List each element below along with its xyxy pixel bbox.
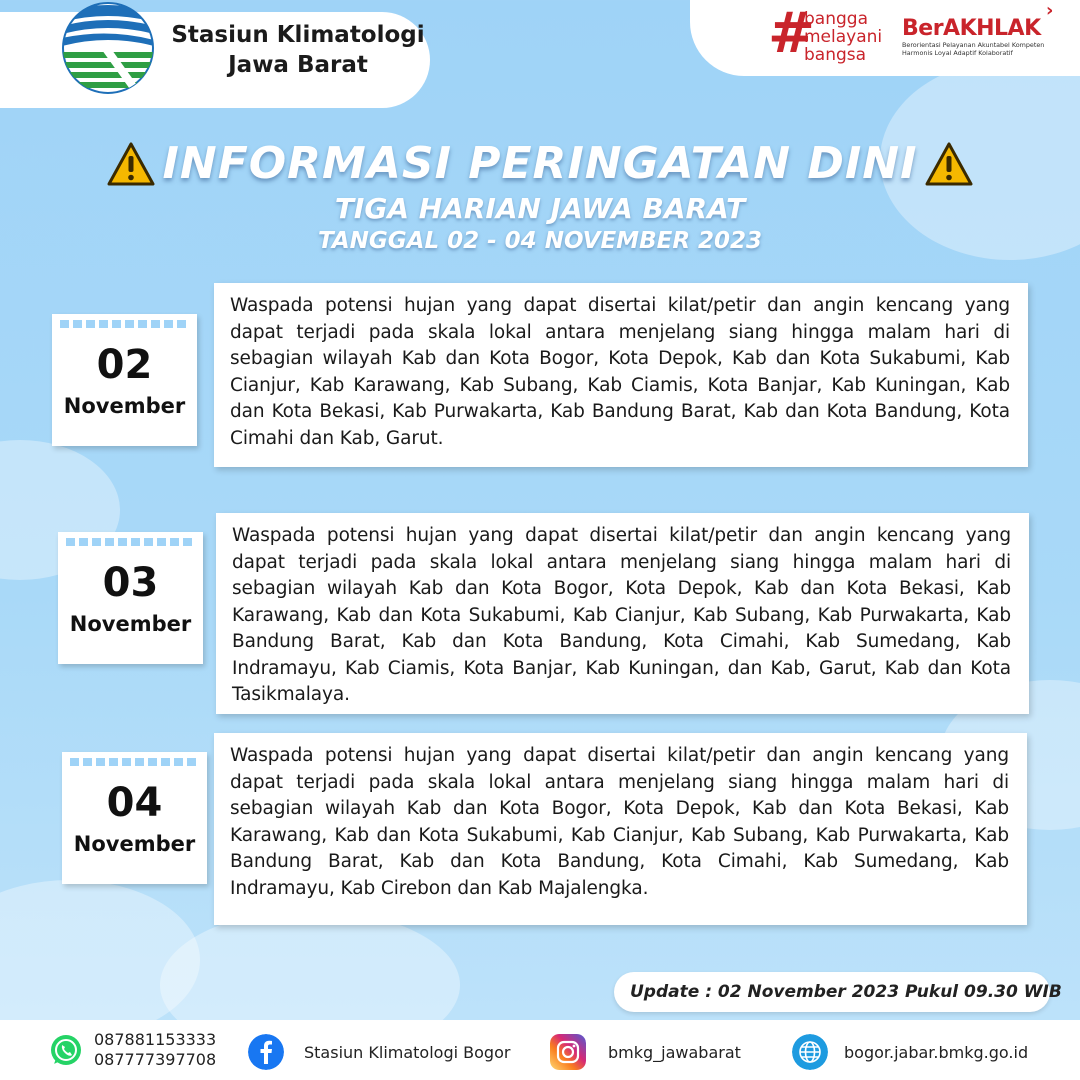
warning-text: Waspada potensi hujan yang dapat disertai kilat/petir dan angin kencang yang dapat terjadi pada skala lokal antara menjelang siang hingga malam hari di sebagian wilayah Kab dan Kota Bogor, Kota Depok, Kab dan Kota Bekasi, Kab Karawang, Kab dan Kota Sukabumi, Kab Cianjur, Kab Subang, Kab Purwakarta, Kab Bandung Barat, Kab dan Kota Bandung, Kota Cimahi, Kab Sumedang, Kab Indramayu, Kab Ciamis, Kota Banjar, Kab Kuningan, dan Kab, Garut, Kab dan Kota Tasikmalaya.	[232, 525, 1011, 705]
hash-icon: #	[768, 1, 815, 66]
berakhlak-sub1: Berorientasi Pelayanan Akuntabel Kompeten	[902, 41, 1045, 49]
warning-text-card	[214, 733, 1027, 925]
facebook-label: Stasiun Klimatologi Bogor	[304, 1042, 511, 1062]
calendar-day: 03	[102, 560, 159, 606]
update-badge: Update : 02 November 2023 Pukul 09.30 WIB	[614, 972, 1050, 1012]
warning-icon	[107, 142, 155, 186]
calendar-card	[52, 314, 197, 446]
calendar-rings	[66, 538, 195, 546]
calendar-month: November	[69, 612, 192, 636]
bangga-word: bangga	[804, 9, 868, 29]
calendar-rings	[70, 758, 199, 766]
station-name-line1: Stasiun Klimatologi	[171, 22, 425, 48]
calendar-day: 04	[106, 780, 163, 826]
calendar-month: November	[63, 394, 186, 418]
berakhlak-title: BerAKHLAK	[902, 16, 1041, 41]
facebook-link[interactable]	[248, 1034, 510, 1070]
station-name	[168, 20, 428, 80]
page-subtitle: TIGA HARIAN JAWA BARAT	[334, 192, 746, 225]
calendar-rings	[60, 320, 189, 328]
calendar-month: November	[73, 832, 196, 856]
whatsapp-icon	[48, 1032, 84, 1068]
page-title: INFORMASI PERINGATAN DINI	[162, 138, 918, 189]
calendar-card	[58, 532, 203, 664]
facebook-icon	[248, 1034, 284, 1070]
phone-number: 087777397708	[94, 1050, 217, 1069]
instagram-label: bmkg_jawabarat	[608, 1042, 741, 1062]
date-range: TANGGAL 02 - 04 NOVEMBER 2023	[317, 228, 763, 254]
calendar-card	[62, 752, 207, 884]
warning-text-card	[214, 283, 1028, 467]
chevron-right-icon: ›	[1046, 0, 1054, 21]
bangga-melayani-bangsa-logo	[768, 1, 888, 66]
instagram-link[interactable]	[550, 1034, 741, 1070]
warning-icon	[925, 142, 973, 186]
bangga-word: bangsa	[804, 45, 867, 65]
warning-text-card	[216, 513, 1029, 714]
berakhlak-logo	[902, 16, 1062, 57]
title-row	[0, 138, 1080, 190]
warning-text: Waspada potensi hujan yang dapat disertai kilat/petir dan angin kencang yang dapat terjadi pada skala lokal antara menjelang siang hingga malam hari di sebagian wilayah Kab dan Kota Bogor, Kota Depok, Kab dan Kota Sukabumi, Kab Cianjur, Kab Karawang, Kab Subang, Kab Ciamis, Kota Banjar, Kab Kuningan, Kab dan Kota Bekasi, Kab Purwakarta, Kab Bandung Barat, Kab dan Kota Bandung, Kota Cimahi dan Kab, Garut.	[230, 295, 1010, 449]
phone-number: 087881153333	[94, 1030, 217, 1049]
station-name-line2: Jawa Barat	[228, 52, 368, 78]
bangga-word: melayani	[804, 27, 883, 47]
warning-text: Waspada potensi hujan yang dapat disertai kilat/petir dan angin kencang yang dapat terjadi pada skala lokal antara menjelang siang hingga malam hari di sebagian wilayah Kab dan Kota Bogor, Kota Depok, Kab dan Kota Bekasi, Kab Karawang, Kab dan Kota Sukabumi, Kab Cianjur, Kab Subang, Kab Purwakarta, Kab Bandung Barat, Kab dan Kota Bandung, Kota Cimahi, Kab Sumedang, Kab Indramayu, Kab Cirebon dan Kab Majalengka.	[230, 745, 1009, 899]
website-link[interactable]	[792, 1034, 1028, 1070]
phone-contact[interactable]	[48, 1030, 216, 1070]
website-label: bogor.jabar.bmkg.go.id	[844, 1042, 1029, 1062]
globe-icon	[792, 1034, 828, 1070]
bmkg-logo	[62, 2, 154, 94]
berakhlak-sub2: Harmonis Loyal Adaptif Kolaboratif	[902, 49, 1013, 57]
calendar-day: 02	[96, 342, 153, 388]
instagram-icon	[550, 1034, 586, 1070]
